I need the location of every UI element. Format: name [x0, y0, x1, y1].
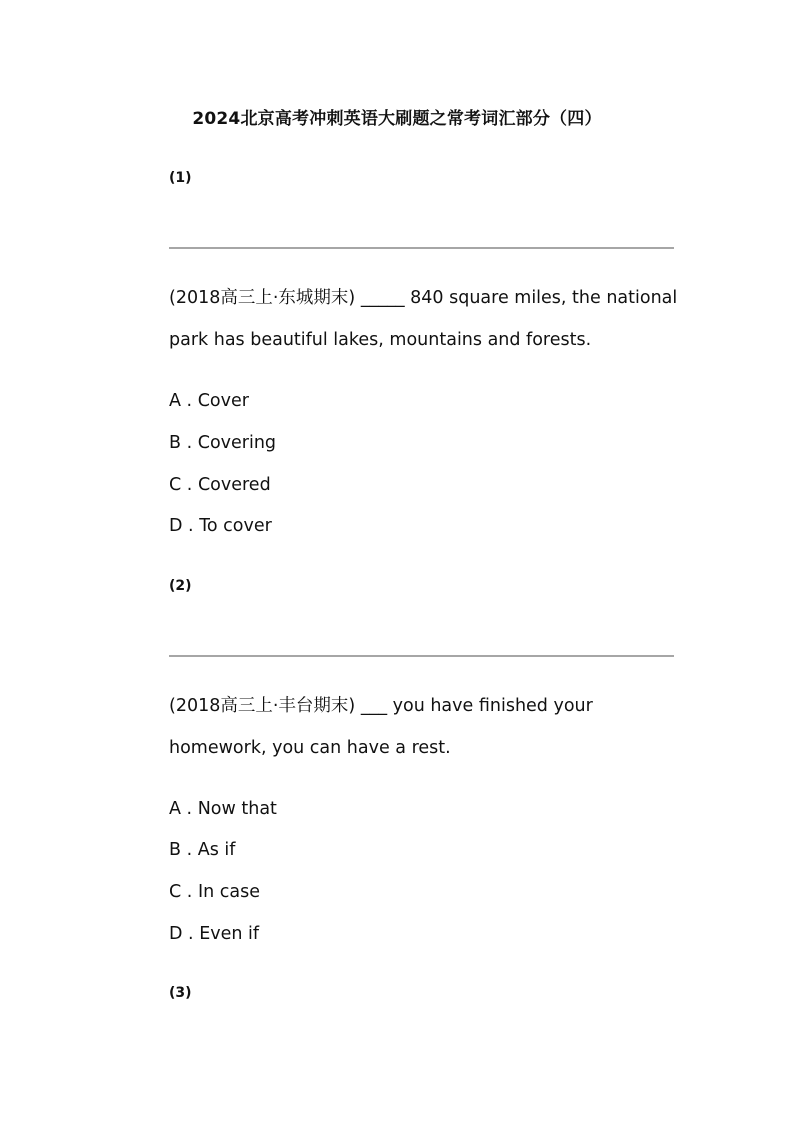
option-a[interactable]: [169, 389, 249, 413]
option-b[interactable]: [169, 431, 276, 455]
option-c[interactable]: [169, 473, 271, 497]
option-b[interactable]: [169, 838, 235, 862]
option-text: Even if: [199, 924, 260, 944]
answer-line: [169, 247, 674, 249]
question-number: (3): [169, 985, 192, 1001]
option-text: Now that: [197, 799, 277, 819]
option-c[interactable]: [169, 880, 260, 904]
option-a[interactable]: [169, 797, 277, 821]
option-letter: A .: [169, 391, 198, 411]
answer-line: [169, 655, 674, 657]
option-text: In case: [197, 882, 260, 902]
question-stem: (2018高三上·丰台期末) ___ you have finished your homework, you can have a rest.: [169, 696, 593, 758]
option-letter: C .: [169, 882, 198, 902]
option-d[interactable]: [169, 922, 259, 946]
option-letter: C .: [169, 475, 198, 495]
option-text: Covering: [197, 433, 277, 453]
question-stem: (2018高三上·东城期末) _____ 840 square miles, the national park has beautiful lakes, mountains and forests.: [169, 288, 678, 350]
question-number: (1): [169, 170, 192, 186]
option-d[interactable]: [169, 514, 272, 538]
option-letter: D .: [169, 924, 199, 944]
option-text: As if: [197, 840, 236, 860]
option-letter: B .: [169, 433, 198, 453]
option-letter: A .: [169, 799, 198, 819]
option-letter: B .: [169, 840, 198, 860]
option-text: Cover: [197, 391, 249, 411]
page-title: 2024北京高考冲刺英语大刷题之常考词汇部分（四）: [192, 109, 602, 129]
question-number: (2): [169, 578, 192, 594]
option-text: To cover: [199, 516, 272, 536]
option-text: Covered: [197, 475, 271, 495]
option-letter: D .: [169, 516, 199, 536]
